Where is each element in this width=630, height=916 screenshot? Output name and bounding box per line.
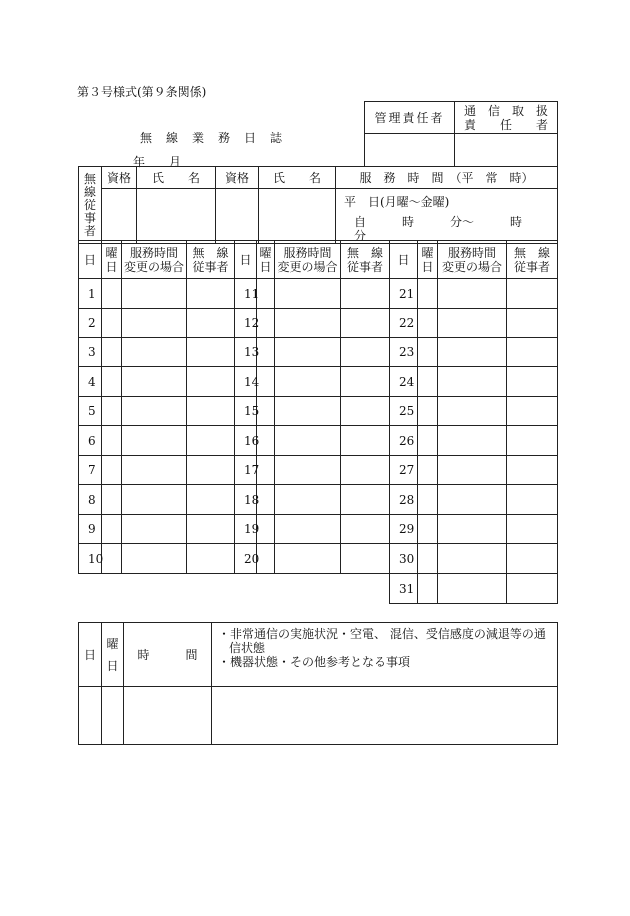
service-change-cell[interactable] (275, 338, 341, 367)
day-number: 20 (235, 544, 257, 574)
operator-cell[interactable] (341, 338, 390, 367)
day-number: 28 (390, 485, 418, 515)
service-change-cell[interactable] (122, 338, 187, 367)
weekday-header-1: 曜 日 (102, 241, 122, 279)
operator-cell[interactable] (187, 574, 235, 604)
day-number: 11 (235, 279, 257, 309)
weekday-cell[interactable] (418, 515, 438, 544)
operator-header-2: 無 線 従事者 (341, 241, 390, 279)
name-cell-2[interactable] (259, 189, 336, 244)
operator-cell[interactable] (187, 279, 235, 309)
notes-weekday-header: 曜 日 (102, 623, 124, 687)
service-change-cell[interactable] (275, 367, 341, 397)
day-number[interactable] (235, 574, 257, 604)
weekday-cell[interactable] (102, 544, 122, 574)
day-number: 8 (79, 485, 102, 515)
service-change-cell[interactable] (275, 456, 341, 485)
qualification-header-1: 資格 (102, 167, 137, 189)
operator-cell[interactable] (507, 309, 558, 338)
table-row (79, 515, 558, 544)
weekday-cell[interactable] (418, 279, 438, 309)
table-row (79, 309, 558, 338)
service-change-cell[interactable] (438, 485, 507, 515)
day-number: 26 (390, 426, 418, 456)
change-header-2: 服務時間 変更の場合 (275, 241, 341, 279)
service-change-cell[interactable] (438, 515, 507, 544)
daily-log-table (78, 240, 558, 604)
day-number[interactable] (79, 574, 102, 604)
service-change-cell[interactable] (122, 367, 187, 397)
qualification-cell-2[interactable] (216, 189, 259, 244)
day-number: 5 (79, 397, 102, 426)
notes-description-header (212, 623, 558, 687)
weekday-cell[interactable] (102, 338, 122, 367)
service-change-cell[interactable] (122, 397, 187, 426)
service-change-cell[interactable] (438, 574, 507, 604)
day-number: 4 (79, 367, 102, 397)
operator-vertical-header: 無 線 従 事 者 (79, 167, 102, 244)
operator-cell[interactable] (507, 367, 558, 397)
service-change-cell[interactable] (122, 574, 187, 604)
qualification-header-2: 資格 (216, 167, 259, 189)
service-change-cell[interactable] (122, 279, 187, 309)
staff-table (78, 166, 558, 244)
day-header-3: 日 (390, 241, 418, 279)
operator-cell[interactable] (507, 456, 558, 485)
comm-officer-seal-cell[interactable] (455, 134, 558, 167)
service-change-cell[interactable] (275, 426, 341, 456)
notes-time-header: 時 間 (124, 623, 212, 687)
comm-officer-line2: 責 任 者 (463, 117, 548, 132)
comm-officer-line1: 通 信 取 扱 (463, 103, 548, 118)
day-number: 10 (79, 544, 102, 574)
service-change-cell[interactable] (438, 426, 507, 456)
operator-cell[interactable] (187, 515, 235, 544)
notes-table (78, 622, 558, 745)
day-number: 18 (235, 485, 257, 515)
operator-cell[interactable] (341, 574, 390, 604)
day-number: 22 (390, 309, 418, 338)
comm-officer-label (455, 102, 558, 134)
name-header-2: 氏 名 (259, 167, 336, 189)
weekday-cell[interactable] (102, 426, 122, 456)
service-change-cell[interactable] (122, 456, 187, 485)
service-change-cell[interactable] (275, 309, 341, 338)
weekday-cell[interactable] (102, 574, 122, 604)
operator-cell[interactable] (341, 397, 390, 426)
form-number: 第３号様式(第９条関係) (77, 85, 207, 99)
service-change-cell[interactable] (438, 544, 507, 574)
operator-cell[interactable] (341, 309, 390, 338)
day-number: 15 (235, 397, 257, 426)
operator-cell[interactable] (187, 367, 235, 397)
table-row (79, 367, 558, 397)
day-header-1: 日 (79, 241, 102, 279)
weekday-cell[interactable] (102, 309, 122, 338)
operator-header-3: 無 線 従事者 (507, 241, 558, 279)
weekday-cell[interactable] (102, 485, 122, 515)
day-number: 16 (235, 426, 257, 456)
operator-cell[interactable] (507, 485, 558, 515)
table-row (79, 544, 558, 574)
day-number: 23 (390, 338, 418, 367)
operator-header-1: 無 線 従事者 (187, 241, 235, 279)
weekday-cell[interactable] (418, 485, 438, 515)
day-number: 12 (235, 309, 257, 338)
operator-cell[interactable] (341, 367, 390, 397)
operator-cell[interactable] (341, 426, 390, 456)
time-range: 自 時 分～ 時 分 (354, 215, 559, 243)
service-change-cell[interactable] (122, 515, 187, 544)
notes-day-cell[interactable] (79, 687, 102, 745)
weekday-cell[interactable] (102, 456, 122, 485)
note-1-line2: 信状態 (229, 641, 266, 655)
table-row (79, 574, 558, 604)
weekday-cell[interactable] (257, 574, 275, 604)
weekday-header-2: 曜 日 (257, 241, 275, 279)
day-number: 1 (79, 279, 102, 309)
day-number: 9 (79, 515, 102, 544)
change-header-3: 服務時間 変更の場合 (438, 241, 507, 279)
table-row (79, 426, 558, 456)
weekday-range: 平 日(月曜～金曜) (344, 195, 450, 209)
weekday-cell[interactable] (418, 456, 438, 485)
operator-cell[interactable] (341, 515, 390, 544)
year-month: 年 月 (133, 155, 182, 169)
operator-cell[interactable] (341, 544, 390, 574)
operator-cell[interactable] (507, 279, 558, 309)
day-number: 29 (390, 515, 418, 544)
service-change-cell[interactable] (122, 485, 187, 515)
service-change-cell[interactable] (438, 367, 507, 397)
weekday-header-3: 曜 日 (418, 241, 438, 279)
day-number: 2 (79, 309, 102, 338)
day-number: 31 (390, 574, 418, 604)
weekday-cell[interactable] (418, 338, 438, 367)
service-change-cell[interactable] (275, 397, 341, 426)
day-header-2: 日 (235, 241, 257, 279)
day-number: 6 (79, 426, 102, 456)
day-number: 7 (79, 456, 102, 485)
service-change-cell[interactable] (275, 544, 341, 574)
day-number: 30 (390, 544, 418, 574)
manager-seal-cell[interactable] (365, 134, 455, 167)
manager-label: 管理責任者 (365, 102, 455, 134)
operator-cell[interactable] (507, 338, 558, 367)
operator-cell[interactable] (187, 397, 235, 426)
day-number: 13 (235, 338, 257, 367)
service-change-cell[interactable] (438, 309, 507, 338)
day-number: 24 (390, 367, 418, 397)
table-row (79, 456, 558, 485)
operator-cell[interactable] (187, 426, 235, 456)
note-2: ・機器状態・その他参考となる事項 (218, 655, 411, 669)
notes-description-cell[interactable] (212, 687, 558, 745)
operator-cell[interactable] (507, 515, 558, 544)
operator-cell[interactable] (507, 397, 558, 426)
service-hours-cell[interactable] (336, 189, 558, 244)
notes-time-cell[interactable] (124, 687, 212, 745)
operator-cell[interactable] (507, 544, 558, 574)
service-hours-header: 服 務 時 間 （平 常 時） (336, 167, 558, 189)
table-row (79, 338, 558, 367)
signature-box (364, 101, 558, 167)
weekday-cell[interactable] (102, 279, 122, 309)
day-number: 14 (235, 367, 257, 397)
service-change-cell[interactable] (275, 485, 341, 515)
weekday-cell[interactable] (418, 397, 438, 426)
weekday-cell[interactable] (418, 309, 438, 338)
notes-weekday-cell[interactable] (102, 687, 124, 745)
operator-cell[interactable] (187, 309, 235, 338)
operator-cell[interactable] (187, 338, 235, 367)
day-number: 25 (390, 397, 418, 426)
weekday-cell[interactable] (102, 515, 122, 544)
operator-cell[interactable] (341, 279, 390, 309)
weekday-cell[interactable] (418, 544, 438, 574)
table-row (79, 485, 558, 515)
service-change-cell[interactable] (275, 279, 341, 309)
service-change-cell[interactable] (275, 515, 341, 544)
weekday-cell[interactable] (102, 397, 122, 426)
service-change-cell[interactable] (438, 397, 507, 426)
name-cell-1[interactable] (137, 189, 216, 244)
change-header-1: 服務時間 変更の場合 (122, 241, 187, 279)
page-title: 無 線 業 務 日 誌 (140, 131, 284, 145)
operator-cell[interactable] (341, 456, 390, 485)
service-change-cell[interactable] (438, 456, 507, 485)
operator-cell[interactable] (507, 426, 558, 456)
day-number: 27 (390, 456, 418, 485)
weekday-cell[interactable] (418, 426, 438, 456)
operator-cell[interactable] (507, 574, 558, 604)
service-change-cell[interactable] (275, 574, 341, 604)
service-change-cell[interactable] (122, 426, 187, 456)
table-row (79, 279, 558, 309)
day-number: 17 (235, 456, 257, 485)
day-number: 3 (79, 338, 102, 367)
note-1-line1: ・非常通信の実施状況・空電、 混信、受信感度の減退等の通 (218, 627, 546, 641)
operator-cell[interactable] (187, 485, 235, 515)
service-change-cell[interactable] (122, 544, 187, 574)
day-number: 19 (235, 515, 257, 544)
service-change-cell[interactable] (438, 338, 507, 367)
day-number: 21 (390, 279, 418, 309)
weekday-cell[interactable] (418, 367, 438, 397)
notes-day-header: 日 (79, 623, 102, 687)
qualification-cell-1[interactable] (102, 189, 137, 244)
weekday-cell[interactable] (102, 367, 122, 397)
name-header-1: 氏 名 (137, 167, 216, 189)
operator-cell[interactable] (187, 456, 235, 485)
service-change-cell[interactable] (438, 279, 507, 309)
service-change-cell[interactable] (122, 309, 187, 338)
operator-cell[interactable] (187, 544, 235, 574)
operator-cell[interactable] (341, 485, 390, 515)
table-row (79, 397, 558, 426)
weekday-cell[interactable] (418, 574, 438, 604)
